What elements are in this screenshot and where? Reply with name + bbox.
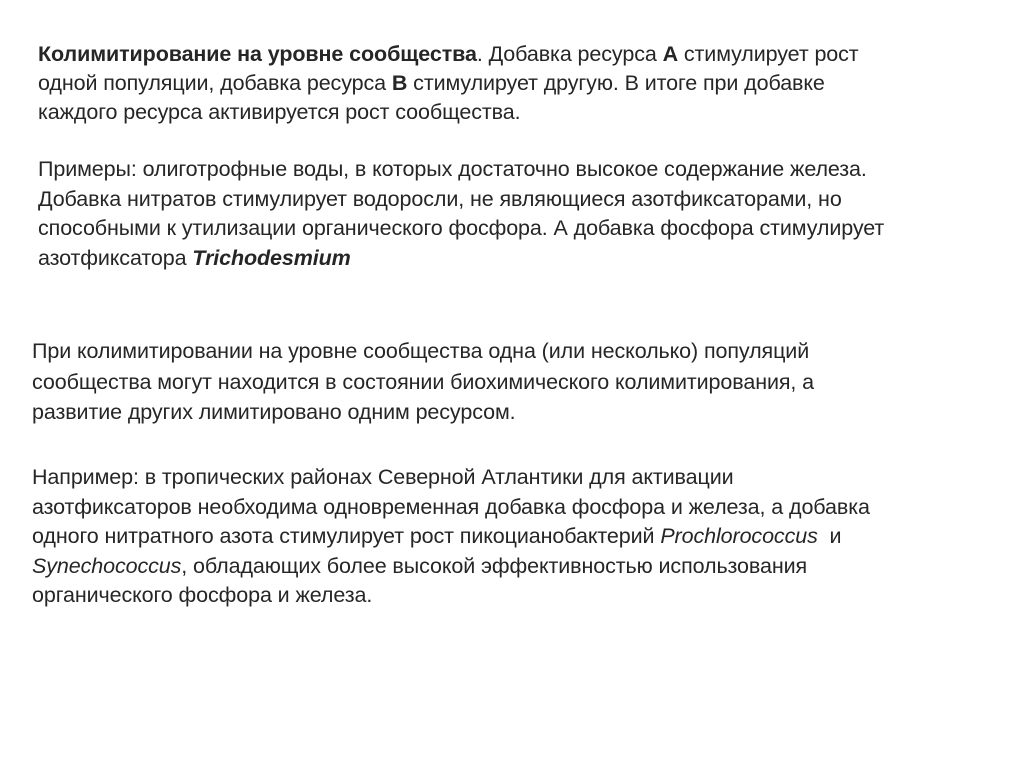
paragraph-line: Примеры: олиготрофные воды, в которых достаточно высокое содержание железа. <box>38 157 867 181</box>
text-span: и <box>817 524 842 548</box>
paragraph-line <box>32 552 992 582</box>
paragraph-biochemical-colimitation <box>32 336 992 428</box>
text-span: одной популяции, добавка ресурса <box>38 71 392 95</box>
paragraph-line <box>38 69 938 98</box>
resource-a-label: А <box>662 42 679 66</box>
paragraph-line: способными к утилизации органического фосфора. А добавка фосфора стимулирует <box>38 216 885 240</box>
paragraph-line: При колимитировании на уровне сообщества одна (или несколько) популяций <box>32 339 810 363</box>
genus-synechococcus: Synechococcus <box>32 553 182 578</box>
paragraph-line: Например: в тропических районах Северной Атлантики для активации <box>32 465 734 489</box>
paragraph-line: органического фосфора и железа. <box>32 583 373 607</box>
genus-prochlorococcus: Prochlorococcus <box>660 524 818 548</box>
paragraph-line: сообщества могут находится в состоянии биохимического колимитирования, а <box>32 369 815 394</box>
paragraph-line: развитие других лимитировано одним ресурсом. <box>32 400 516 424</box>
paragraph-colimitation-definition <box>38 40 938 127</box>
paragraph-line <box>38 40 938 69</box>
paragraph-north-atlantic-example <box>32 463 992 611</box>
resource-b-label: В <box>391 71 408 95</box>
paragraph-examples <box>38 155 998 273</box>
term-heading: Колимитирование на уровне сообщества <box>38 42 477 66</box>
text-span: стимулирует другую. В итоге при добавке <box>407 71 825 95</box>
text-span: азотфиксатора <box>38 245 193 270</box>
genus-trichodesmium: Trichodesmium <box>192 245 351 270</box>
text-span: . Добавка ресурса <box>476 42 663 66</box>
paragraph-line: Добавка нитратов стимулирует водоросли, не являющиеся азотфиксаторами, но <box>38 186 842 211</box>
text-span: одного нитратного азота стимулирует рост пикоцианобактерий <box>32 524 661 548</box>
text-span: , обладающих более высокой эффективностью использования <box>181 553 808 578</box>
paragraph-line <box>38 244 998 274</box>
paragraph-line: каждого ресурса активируется рост сообщества. <box>38 100 521 124</box>
text-span: стимулирует рост <box>678 42 859 66</box>
paragraph-line <box>32 522 992 552</box>
paragraph-line: азотфиксаторов необходима одновременная добавка фосфора и железа, а добавка <box>32 494 870 519</box>
